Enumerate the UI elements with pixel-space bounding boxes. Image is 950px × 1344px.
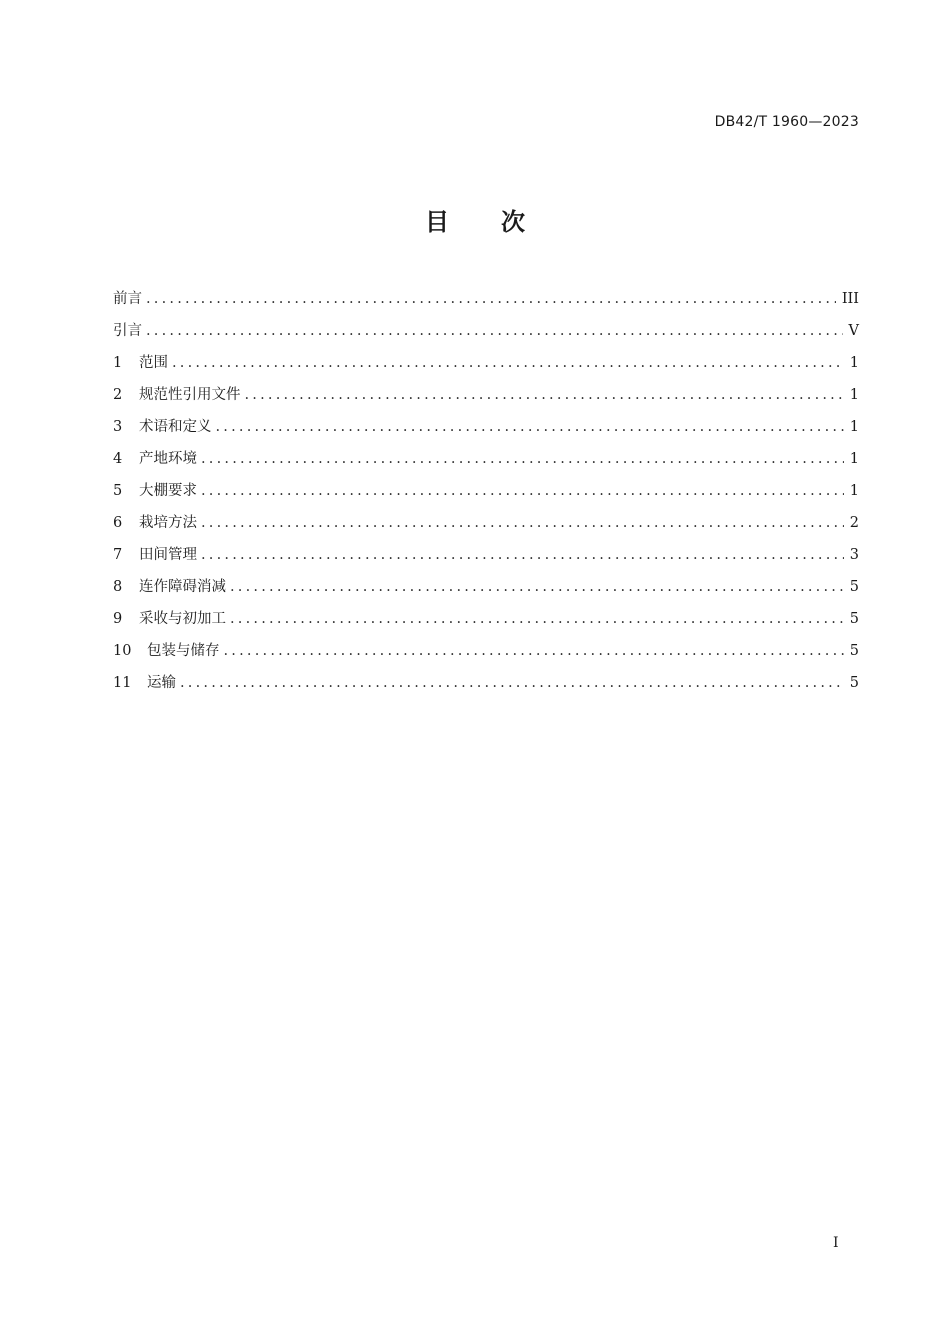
- toc-entry-5[interactable]: [113, 475, 859, 507]
- toc-page: 1: [849, 387, 859, 403]
- toc-leader-dots: [224, 635, 844, 667]
- toc-entry-1[interactable]: [113, 347, 859, 379]
- toc-entry-8[interactable]: [113, 571, 859, 603]
- toc-entry-11[interactable]: [113, 667, 859, 699]
- toc-entry-7[interactable]: [113, 539, 859, 571]
- page-number: I: [833, 1235, 839, 1251]
- toc-page: 1: [849, 419, 859, 435]
- toc-leader-dots: [230, 571, 844, 603]
- table-of-contents: [113, 283, 859, 699]
- toc-number: 5: [113, 483, 123, 499]
- toc-number: 3: [113, 419, 123, 435]
- title-char-2: 次: [501, 208, 525, 236]
- toc-label: 产地环境: [139, 451, 197, 467]
- toc-entry-10[interactable]: [113, 635, 859, 667]
- toc-number: 2: [113, 387, 123, 403]
- toc-leader-dots: [146, 315, 843, 347]
- toc-leader-dots: [180, 667, 844, 699]
- toc-page: V: [848, 323, 859, 339]
- toc-label: 运输: [147, 675, 176, 691]
- page-title: [0, 202, 950, 237]
- toc-label: 采收与初加工: [139, 611, 226, 627]
- toc-entry-introduction[interactable]: [113, 315, 859, 347]
- toc-label: 包装与储存: [147, 643, 220, 659]
- toc-leader-dots: [201, 507, 844, 539]
- toc-page: III: [841, 291, 859, 307]
- toc-label: 大棚要求: [139, 483, 197, 499]
- toc-number: 7: [113, 547, 123, 563]
- toc-page: 2: [849, 515, 859, 531]
- toc-number: 9: [113, 611, 123, 627]
- toc-number: 4: [113, 451, 123, 467]
- toc-page: 1: [849, 483, 859, 499]
- toc-leader-dots: [230, 603, 844, 635]
- toc-leader-dots: [245, 379, 844, 411]
- toc-page: 3: [849, 547, 859, 563]
- toc-leader-dots: [216, 411, 844, 443]
- toc-leader-dots: [201, 539, 844, 571]
- toc-label: 引言: [113, 323, 142, 339]
- toc-label: 前言: [113, 291, 142, 307]
- toc-leader-dots: [172, 347, 844, 379]
- toc-number: 8: [113, 579, 123, 595]
- toc-number: 1: [113, 355, 123, 371]
- title-char-1: 目: [425, 208, 449, 236]
- toc-label: 连作障碍消减: [139, 579, 226, 595]
- toc-entry-3[interactable]: [113, 411, 859, 443]
- toc-number: 6: [113, 515, 123, 531]
- toc-leader-dots: [201, 443, 844, 475]
- document-number: DB42/T 1960—2023: [714, 114, 859, 130]
- toc-page: 5: [849, 579, 859, 595]
- toc-page: 1: [849, 355, 859, 371]
- toc-page: 5: [849, 643, 859, 659]
- toc-number: 11: [113, 675, 132, 691]
- toc-leader-dots: [201, 475, 844, 507]
- toc-entry-6[interactable]: [113, 507, 859, 539]
- toc-label: 术语和定义: [139, 419, 212, 435]
- toc-entry-foreword[interactable]: [113, 283, 859, 315]
- toc-label: 栽培方法: [139, 515, 197, 531]
- toc-leader-dots: [146, 283, 836, 315]
- toc-entry-9[interactable]: [113, 603, 859, 635]
- toc-label: 范围: [139, 355, 168, 371]
- toc-number: 10: [113, 643, 132, 659]
- toc-label: 规范性引用文件: [139, 387, 241, 403]
- toc-entry-4[interactable]: [113, 443, 859, 475]
- toc-page: 5: [849, 611, 859, 627]
- toc-entry-2[interactable]: [113, 379, 859, 411]
- toc-page: 5: [849, 675, 859, 691]
- toc-label: 田间管理: [139, 547, 197, 563]
- toc-page: 1: [849, 451, 859, 467]
